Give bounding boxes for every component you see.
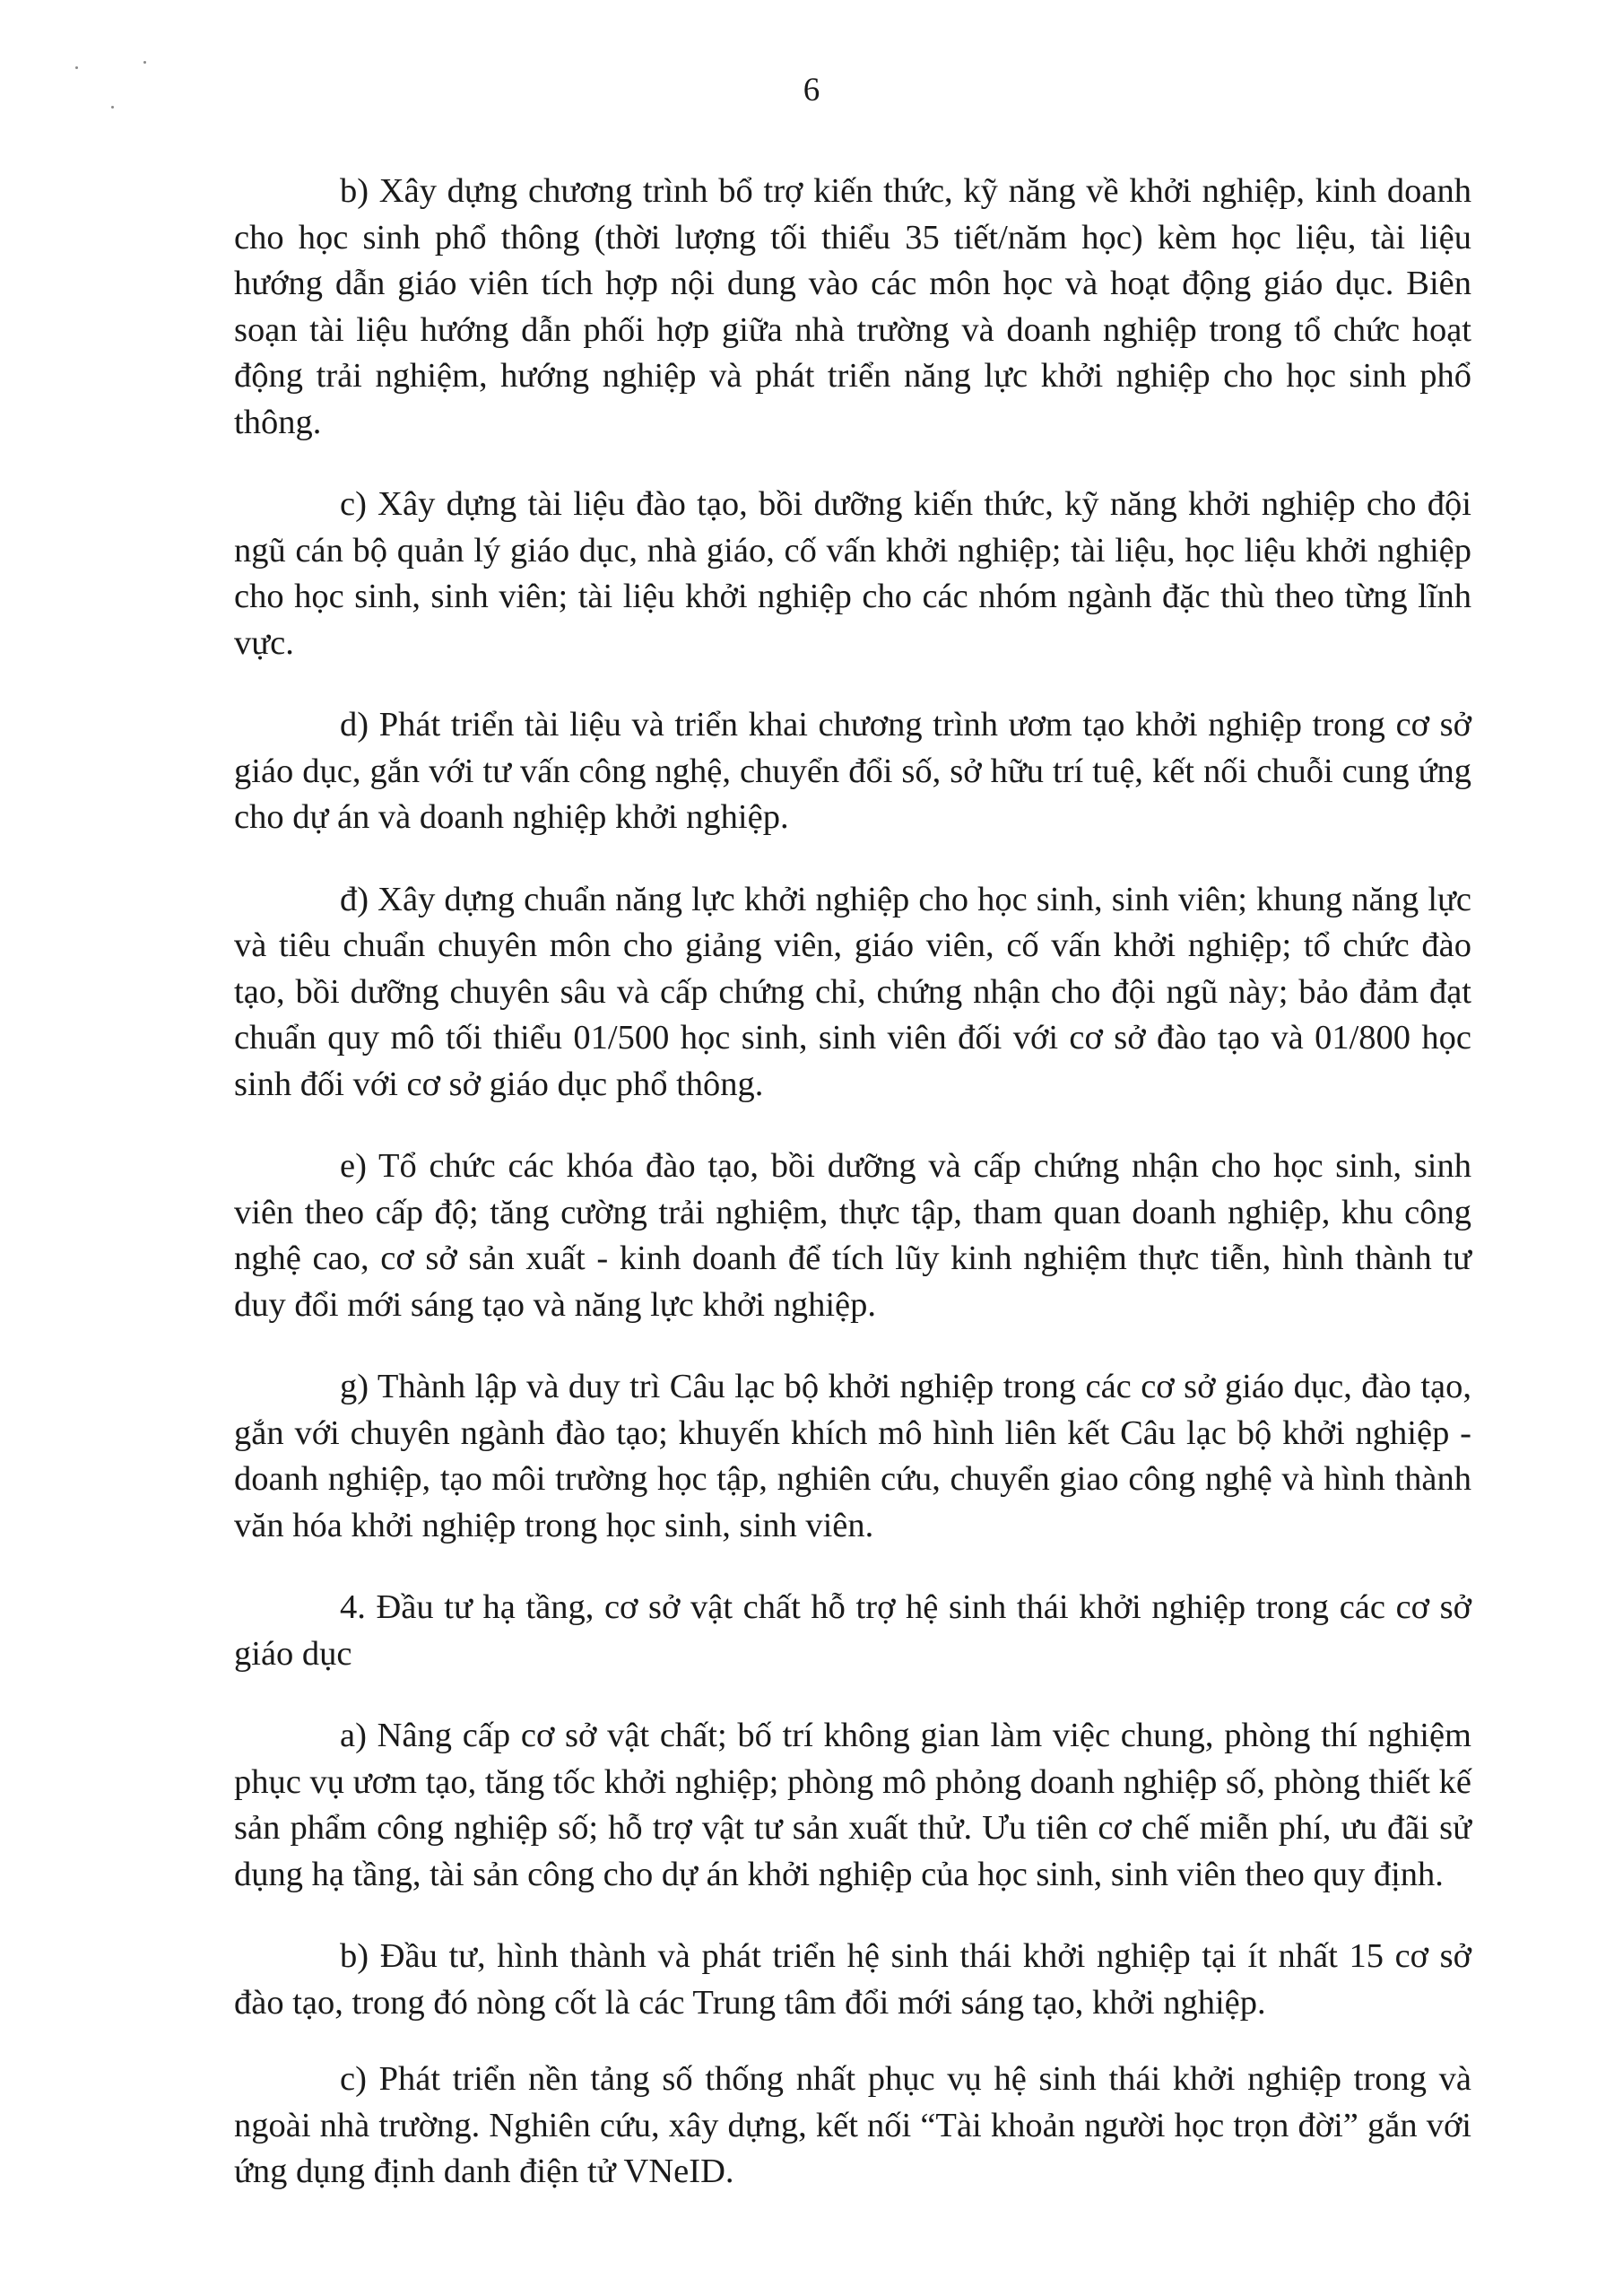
page-number: 6 [803,72,820,109]
paragraph-4c: c) Phát triển nền tảng số thống nhất phục vụ hệ sinh thái khởi nghiệp trong và ngoài nhà trường. Nghiên cứu, xây dựng, kết nối “Tài khoản người học trọn đời” gắn với ứng dụng định danh điện tử VNeID. [234,2060,1471,2190]
paragraph-4a: a) Nâng cấp cơ sở vật chất; bố trí không gian làm việc chung, phòng thí nghiệm phục vụ ươm tạo, tăng tốc khởi nghiệp; phòng mô phỏng doanh nghiệp số, phòng thiết kế sản phẩm công nghiệp số; hỗ trợ vật tư sản xuất thử. Ưu tiên cơ chế miễn phí, ưu đãi sử dụng hạ tầng, tài sản công cho dự án khởi nghiệp của học sinh, sinh viên theo quy định. [234,1717,1471,1893]
section-heading-4: 4. Đầu tư hạ tầng, cơ sở vật chất hỗ trợ hệ sinh thái khởi nghiệp trong các cơ sở giáo dục [234,1588,1471,1673]
paragraph-3d: d) Phát triển tài liệu và triển khai chương trình ươm tạo khởi nghiệp trong cơ sở giáo dục, gắn với tư vấn công nghệ, chuyển đổi số, sở hữu trí tuệ, kết nối chuỗi cung ứng cho dự án và doanh nghiệp khởi nghiệp. [234,706,1471,836]
paragraph-3b: b) Xây dựng chương trình bổ trợ kiến thức, kỹ năng về khởi nghiệp, kinh doanh cho học sinh phổ thông (thời lượng tối thiểu 35 tiết/năm học) kèm học liệu, tài liệu hướng dẫn giáo viên tích hợp nội dung vào các môn học và hoạt động giáo dục. Biên soạn tài liệu hướng dẫn phối hợp giữa nhà trường và doanh nghiệp trong tổ chức hoạt động trải nghiệm, hướng nghiệp và phát triển năng lực khởi nghiệp cho học sinh phổ thông. [234,172,1471,441]
paragraph-3g: g) Thành lập và duy trì Câu lạc bộ khởi nghiệp trong các cơ sở giáo dục, đào tạo, gắn với chuyên ngành đào tạo; khuyến khích mô hình liên kết Câu lạc bộ khởi nghiệp - doanh nghiệp, tạo môi trường học tập, nghiên cứu, chuyển giao công nghệ và hình thành văn hóa khởi nghiệp trong học sinh, sinh viên. [234,1368,1471,1544]
document-body [234,169,1471,2231]
scan-speck [143,61,146,64]
paragraph-3c: c) Xây dựng tài liệu đào tạo, bồi dưỡng kiến thức, kỹ năng khởi nghiệp cho đội ngũ cán bộ quản lý giáo dục, nhà giáo, cố vấn khởi nghiệp; tài liệu, học liệu khởi nghiệp cho học sinh, sinh viên; tài liệu khởi nghiệp cho các nhóm ngành đặc thù theo từng lĩnh vực. [234,485,1471,662]
paragraph-3dd: đ) Xây dựng chuẩn năng lực khởi nghiệp cho học sinh, sinh viên; khung năng lực và tiêu chuẩn chuyên môn cho giảng viên, giáo viên, cố vấn khởi nghiệp; tổ chức đào tạo, bồi dưỡng chuyên sâu và cấp chứng chỉ, chứng nhận cho đội ngũ này; bảo đảm đạt chuẩn quy mô tối thiểu 01/500 học sinh, sinh viên đối với cơ sở đào tạo và 01/800 học sinh đối với cơ sở giáo dục phổ thông. [234,880,1471,1103]
scan-speck [75,66,78,69]
paragraph-4b: b) Đầu tư, hình thành và phát triển hệ sinh thái khởi nghiệp tại ít nhất 15 cơ sở đào tạo, trong đó nòng cốt là các Trung tâm đổi mới sáng tạo, khởi nghiệp. [234,1937,1471,2022]
paragraph-3e: e) Tổ chức các khóa đào tạo, bồi dưỡng và cấp chứng nhận cho học sinh, sinh viên theo cấp độ; tăng cường trải nghiệm, thực tập, tham quan doanh nghiệp, khu công nghệ cao, cơ sở sản xuất - kinh doanh để tích lũy kinh nghiệm thực tiễn, hình thành tư duy đổi mới sáng tạo và năng lực khởi nghiệp. [234,1147,1471,1324]
